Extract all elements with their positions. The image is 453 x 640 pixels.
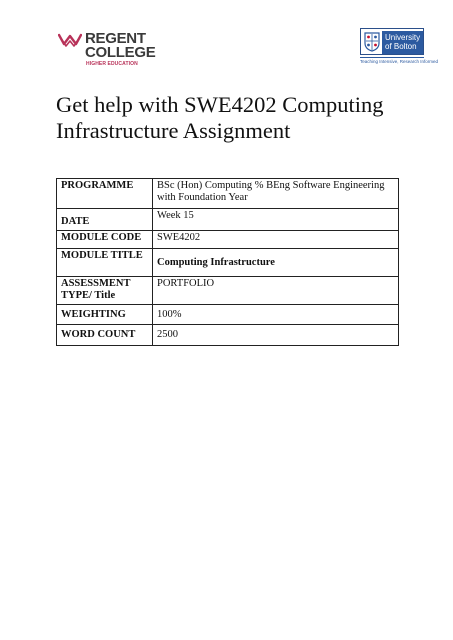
table-row-assessment-type (57, 277, 399, 305)
assessment-type-label: ASSESSMENT TYPE/ Title (57, 277, 153, 305)
module-title-label: MODULE TITLE (57, 249, 153, 277)
module-code-value: SWE4202 (153, 231, 399, 249)
word-count-value: 2500 (153, 325, 399, 346)
date-label: DATE (57, 209, 153, 231)
weighting-label: WEIGHTING (57, 305, 153, 325)
bolton-logo-frame (360, 28, 424, 55)
bolton-tagline: Teaching Intensive, Research Informed (360, 59, 439, 64)
table-row-programme (57, 179, 399, 209)
module-title-value: Computing Infrastructure (153, 249, 399, 277)
word-count-label: WORD COUNT (57, 325, 153, 346)
table-row-module-code (57, 231, 399, 249)
table-row-weighting (57, 305, 399, 325)
assessment-type-value: PORTFOLIO (153, 277, 399, 305)
regent-college-logo (58, 30, 158, 70)
module-code-label: MODULE CODE (57, 231, 153, 249)
programme-value: BSc (Hon) Computing % BEng Software Engineering with Foundation Year (153, 179, 399, 209)
bolton-name-panel (382, 31, 423, 54)
regent-logo-line2: COLLEGE (85, 44, 156, 61)
bolton-name-line2: of Bolton (385, 42, 417, 51)
programme-label: PROGRAMME (57, 179, 153, 209)
assignment-info-table (56, 178, 399, 346)
date-value: Week 15 (153, 209, 399, 231)
crest-icon (364, 32, 380, 52)
table-row-date (57, 209, 399, 231)
university-of-bolton-logo (360, 28, 439, 66)
document-title: Get help with SWE4202 Computing Infrastructure Assignment (56, 92, 384, 143)
regent-logo-line1: REGENT (85, 30, 146, 47)
table-row-module-title (57, 249, 399, 277)
table-row-word-count (57, 325, 399, 346)
crown-icon (58, 32, 82, 48)
regent-logo-subtitle: HIGHER EDUCATION (86, 61, 138, 67)
bolton-name-line1: University (385, 33, 421, 42)
weighting-value: 100% (153, 305, 399, 325)
